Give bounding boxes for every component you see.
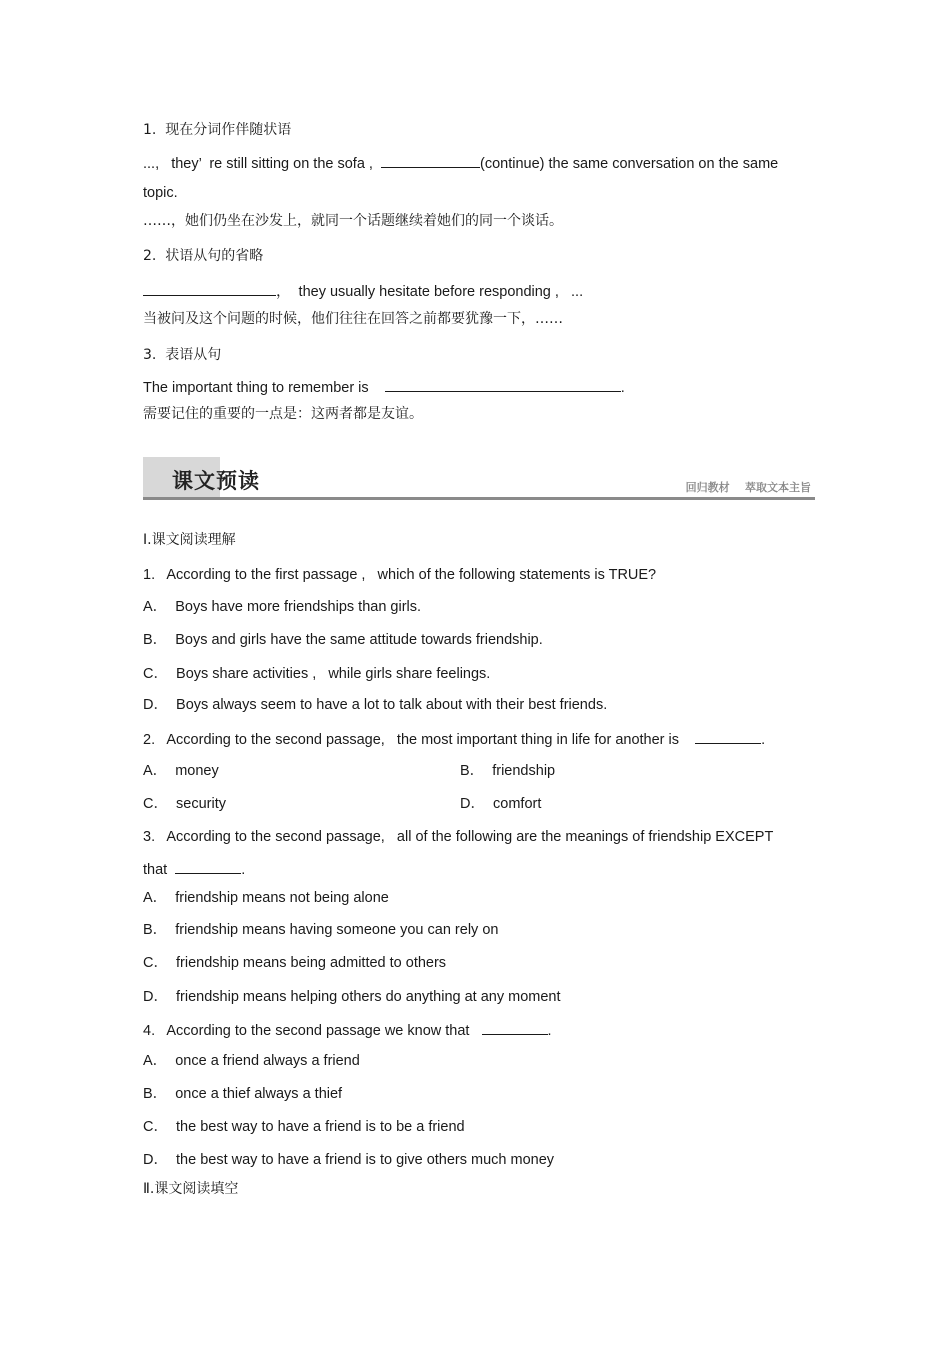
q4-option-c: C． the best way to have a friend is to be a friend	[143, 1119, 465, 1135]
grammar-item3-sentence	[143, 377, 625, 397]
q3-option-b: B． friendship means having someone you can rely on	[143, 922, 499, 938]
q4-stem-line	[143, 1020, 552, 1040]
part2-title: Ⅱ.课文阅读填空	[143, 1181, 239, 1197]
grammar-item1-sentence	[143, 153, 778, 173]
q2-option-a: A． money	[143, 763, 219, 779]
q4-option-b: B． once a thief always a thief	[143, 1086, 343, 1102]
grammar-item2-text: ， they usually hesitate before responding , ...	[276, 284, 584, 300]
answer-blank[interactable]	[695, 729, 761, 744]
q1-stem: 1. According to the first passage , which of the following statements is TRUE?	[143, 567, 657, 583]
q1-option-c: C． Boys share activities , while girls share feelings.	[143, 666, 491, 682]
grammar-item1-text-b: (continue) the same conversation on the same	[480, 156, 779, 172]
grammar-item1-translation: ……，她们仍坐在沙发上，就同一个话题继续着她们的同一个谈话。	[143, 213, 563, 229]
q3-stem-line2	[143, 859, 245, 879]
part1-title: Ⅰ.课文阅读理解	[143, 532, 236, 548]
q2-option-c: C． security	[143, 796, 226, 812]
q3-option-d: D． friendship means helping others do anything at any moment	[143, 989, 561, 1005]
q3-option-c: C． friendship means being admitted to others	[143, 955, 447, 971]
grammar-item1-text-a: ..., they’ re still sitting on the sofa ,	[143, 156, 382, 172]
q2-stem: 2. According to the second passage, the most important thing in life for another is	[143, 732, 696, 748]
answer-blank[interactable]	[143, 281, 276, 296]
section-title: 课文预读	[172, 469, 260, 493]
section-subtitle: 回归教材 萃取文本主旨	[685, 481, 811, 494]
grammar-item3-translation: 需要记住的重要的一点是：这两者都是友谊。	[143, 406, 423, 422]
grammar-item2-translation: 当被问及这个问题的时候，他们往往在回答之前都要犹豫一下，……	[143, 311, 563, 327]
q3-stem2: that	[143, 862, 176, 878]
answer-blank[interactable]	[482, 1020, 548, 1035]
answer-blank[interactable]	[175, 859, 241, 874]
q2-option-b: B． friendship	[460, 763, 556, 779]
grammar-item3-heading: 3. 表语从句	[143, 347, 222, 363]
answer-blank[interactable]	[385, 377, 621, 392]
q3-stem: 3. According to the second passage, all of the following are the meanings of friendship EXCEPT	[143, 829, 774, 845]
grammar-item1-heading: 1. 现在分词作伴随状语	[143, 122, 292, 138]
grammar-item2-sentence	[143, 281, 583, 301]
grammar-item2-heading: 2. 状语从句的省略	[143, 248, 264, 264]
grammar-item3-text-b: .	[620, 380, 625, 396]
q1-option-b: B． Boys and girls have the same attitude towards friendship.	[143, 632, 543, 648]
q4-option-d: D． the best way to have a friend is to give others much money	[143, 1152, 555, 1168]
q2-options-row1	[143, 762, 219, 780]
grammar-item3-text-a: The important thing to remember is	[143, 380, 385, 396]
section-rule	[143, 497, 815, 500]
grammar-item1-text-c: topic.	[143, 185, 178, 201]
q3-stem2-end: .	[241, 862, 246, 878]
q2-stem-end: .	[761, 732, 766, 748]
answer-blank[interactable]	[381, 153, 480, 168]
q4-stem-end: .	[547, 1023, 552, 1039]
q1-option-a: A． Boys have more friendships than girls.	[143, 599, 422, 615]
q2-option-d: D． comfort	[460, 796, 542, 812]
q4-option-a: A． once a friend always a friend	[143, 1053, 360, 1069]
q1-option-d: D． Boys always seem to have a lot to talk about with their best friends.	[143, 697, 608, 713]
q4-stem: 4. According to the second passage we know that	[143, 1023, 482, 1039]
q3-option-a: A． friendship means not being alone	[143, 890, 389, 906]
q2-stem-line	[143, 729, 765, 749]
section-header	[143, 456, 815, 500]
